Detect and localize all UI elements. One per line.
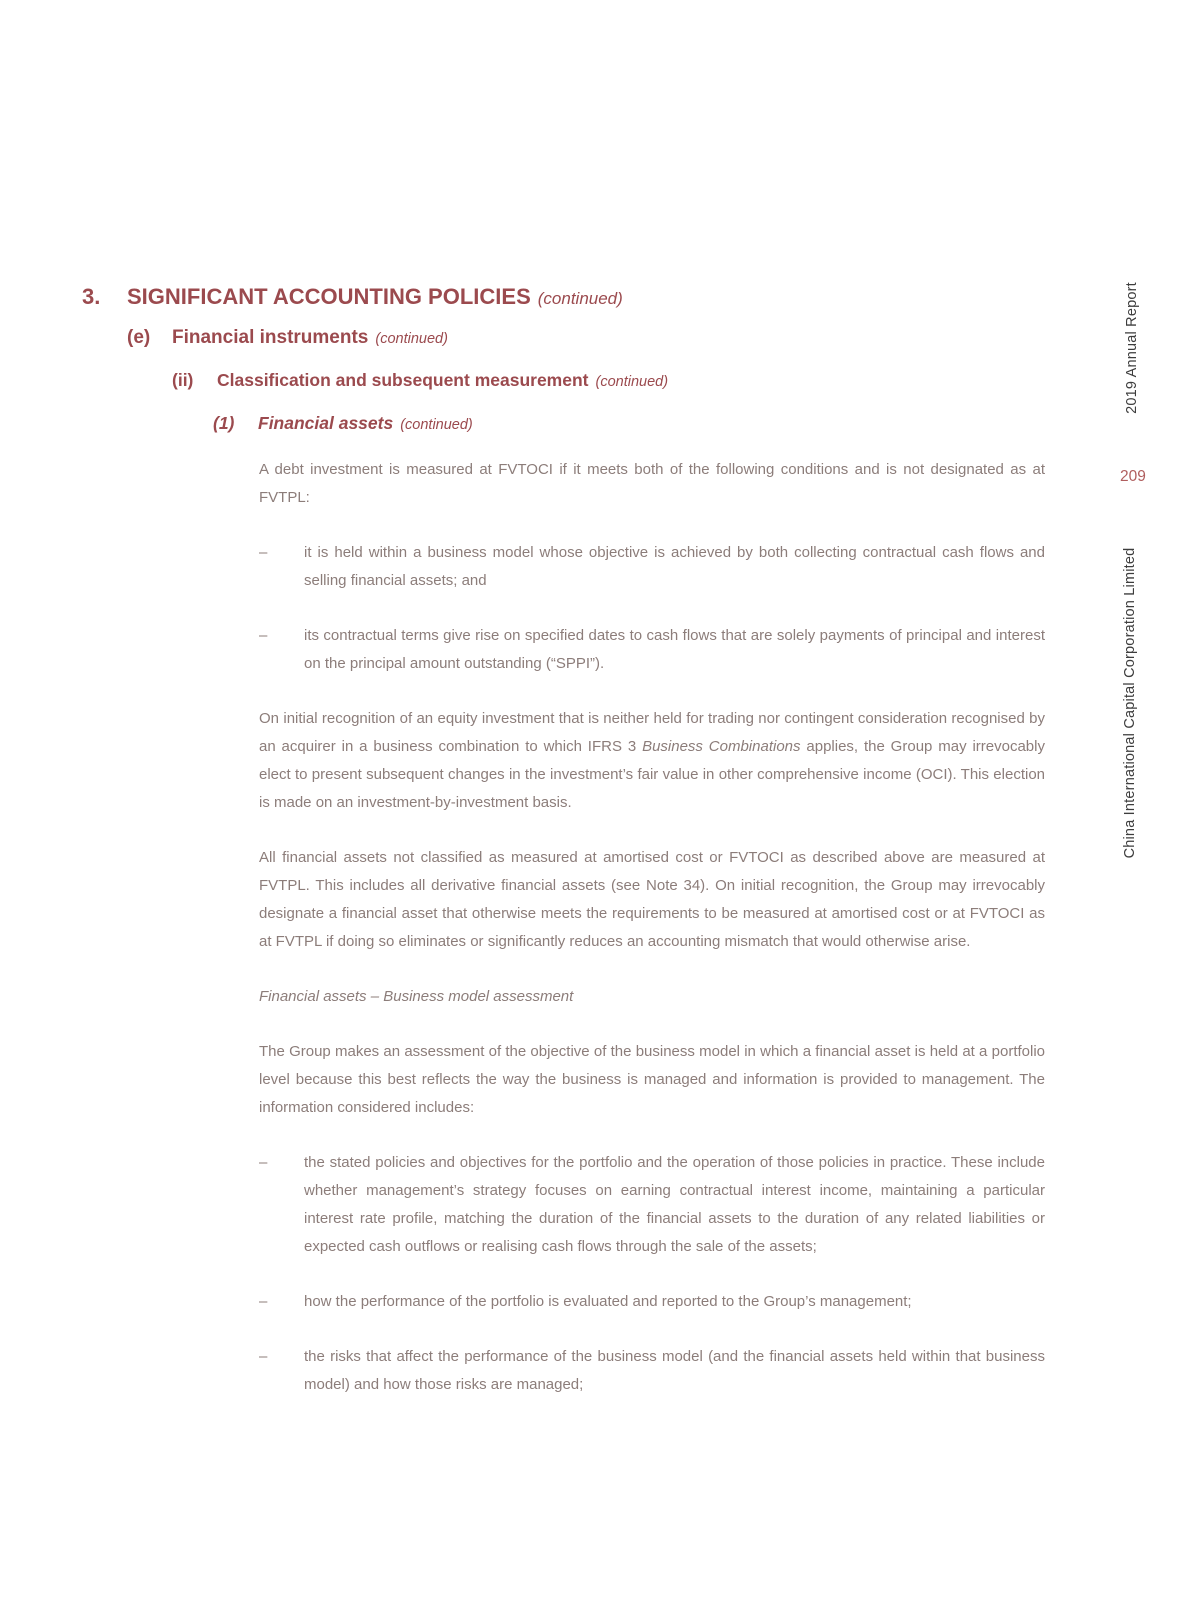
bullet-item-held [259,539,1045,595]
sidebar-annual-report-label: 2019 Annual Report [1124,282,1140,414]
bullet-dash: – [259,627,268,644]
sidebar-company-name: China International Capital Corporation Limited [1122,547,1138,859]
bullet-dash: – [259,1348,268,1365]
subsection-1-heading [213,413,1045,435]
continued-label: (continued) [537,289,623,308]
subsection-1-title [258,413,473,435]
paragraph-debt-investment: A debt investment is measured at FVTOCI if it meets both of the following conditions and is not designated as at FVTPL: [259,461,1045,506]
subheading-business-model: Financial assets – Business model assessment [259,988,574,1005]
bullet-dash: – [259,544,268,561]
page-number: 209 [1120,468,1146,485]
subsection-ii-heading [172,370,1045,392]
subsection-ii-title [217,370,668,392]
section-number: 3. [82,284,101,309]
body-text [259,456,1045,1399]
paragraph-equity-italic: Business Combinations [642,738,801,755]
subsection-e-heading [127,328,1045,349]
subsection-1-number: (1) [213,413,235,433]
subsection-ii-number: (ii) [172,370,194,390]
bullet-item-contractual [259,622,1045,678]
continued-label: (continued) [400,417,473,433]
bullet-dash: – [259,1293,268,1310]
bullet-text: the stated policies and objectives for the portfolio and the operation of those policies in practice. These include whether management’s strategy focuses on earning contractual interest income, maintaining a particular interest rate profile, matching the duration of the financial assets to the duration of any related liabilities or expected cash outflows or realising cash flows through the sale of the assets; [304,1154,1045,1255]
bullet-item-risks [259,1343,1045,1399]
section-heading [82,285,1045,310]
section-title [127,285,623,310]
bullet-dash: – [259,1154,268,1171]
bullet-text: its contractual terms give rise on specified dates to cash flows that are solely payments of principal and interest on the principal amount outstanding (“SPPI”). [304,627,1045,672]
paragraph-equity-post: applies, the Group may irrevocably elect to present subsequent changes in the investment’s fair value in other comprehensive income (OCI). This election is made on an investment-by-investment basis. [259,738,1045,811]
paragraph-equity-investment [259,705,1045,817]
section-title-text: SIGNIFICANT ACCOUNTING POLICIES [127,284,531,309]
bullet-item-performance [259,1288,1045,1316]
paragraph-all-assets: All financial assets not classified as measured at amortised cost or FVTOCI as described above are measured at FVTPL. This includes all derivative financial assets (see Note 34). On initial recognition, the Group may irrevocably designate a financial asset that otherwise meets the requirements to be measured at amortised cost or at FVTOCI as at FVTPL if doing so eliminates or significantly reduces an accounting mismatch that would otherwise arise. [259,849,1045,950]
continued-label: (continued) [595,374,669,390]
paragraph-equity-pre: On initial recognition of an equity investment that is neither held for trading nor contingent consideration recognised by an acquirer in a business combination to which IFRS 3 [259,710,1045,755]
subsection-ii-title-text: Classification and subsequent measurement [217,370,589,390]
subsection-e-title-text: Financial instruments [172,327,369,348]
bullet-text: the risks that affect the performance of the business model (and the financial assets held within that business model) and how those risks are managed; [304,1348,1045,1393]
bullet-item-policies [259,1149,1045,1261]
main-content [82,285,1045,1426]
bullet-text: how the performance of the portfolio is evaluated and reported to the Group’s management; [304,1293,912,1310]
bullet-text: it is held within a business model whose objective is achieved by both collecting contractual cash flows and selling financial assets; and [304,544,1045,589]
continued-label: (continued) [375,331,448,347]
subsection-e-number: (e) [127,327,151,348]
subsection-e-title [172,328,448,349]
paragraph-assessment: The Group makes an assessment of the objective of the business model in which a financial asset is held at a portfolio level because this best reflects the way the business is managed and information is provided to management. The information considered includes: [259,1043,1045,1116]
subsection-1-title-text: Financial assets [258,413,394,433]
